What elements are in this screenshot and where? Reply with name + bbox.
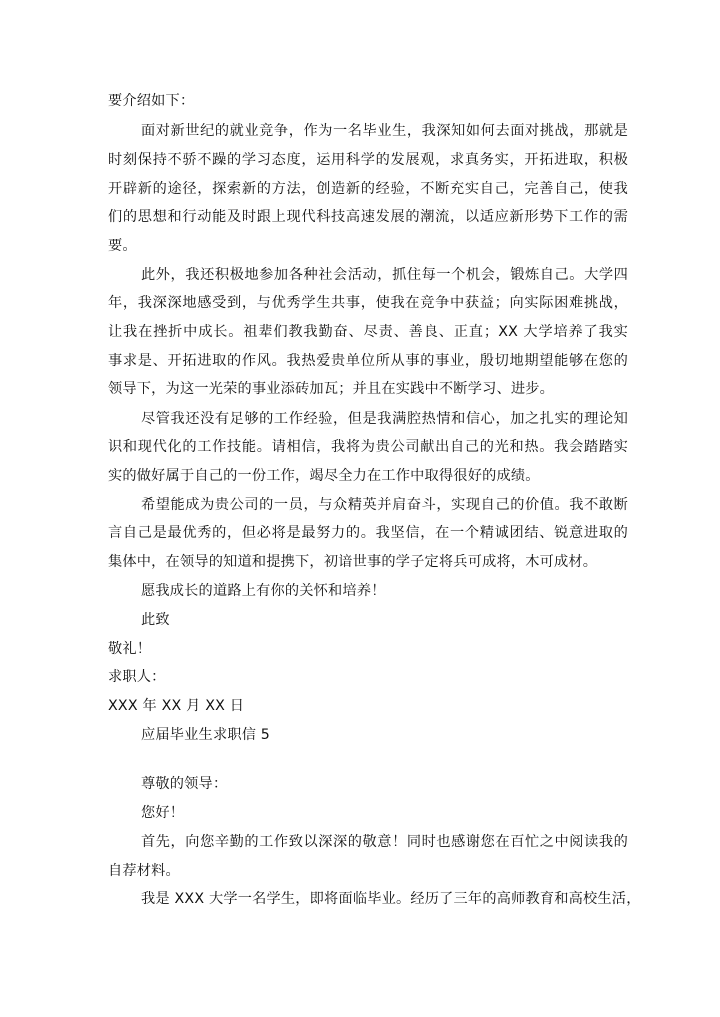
salutation: 您好！: [141, 805, 185, 821]
text-line: 要。: [108, 238, 137, 254]
signature-label: 求职人：: [108, 669, 166, 685]
text-line: 面对新世纪的就业竞争，作为一名毕业生，我深知如何去面对挑战，那就是: [141, 123, 628, 139]
text-line: 要介绍如下：: [108, 93, 195, 109]
text-line: 实的做好属于自己的一份工作，竭尽全力在工作中取得很好的成绩。: [108, 468, 540, 484]
text-line: 们的思想和行动能及时跟上现代科技高速发展的潮流，以适应新形势下工作的需: [108, 209, 628, 225]
date-line: XXX 年 XX 月 XX 日: [108, 698, 245, 714]
text-line: 年，我深深地感受到，与优秀学生共事，使我在竞争中获益；向实际困难挑战，: [108, 295, 628, 311]
text-line: 此外，我还积极地参加各种社会活动，抓住每一个机会，锻炼自己。大学四: [141, 267, 628, 283]
text-line: 事求是、开拓进取的作风。我热爱贵单位所从事的事业，殷切地期望能够在您的: [108, 353, 628, 369]
text-line: 集体中，在领导的知道和提携下，初谙世事的学子定将兵可成将，木可成材。: [108, 554, 598, 570]
text-line: 自荐材料。: [108, 863, 180, 879]
letter-title: 应届毕业生求职信 5: [141, 727, 271, 743]
text-line: 言自己是最优秀的，但必将是最努力的。我坚信，在一个精诚团结、锐意进取的: [108, 525, 628, 541]
greeting: 尊敬的领导：: [141, 776, 228, 792]
salute: 敬礼！: [108, 641, 152, 657]
text-line: 让我在挫折中成长。祖辈们教我勤奋、尽责、善良、正直；XX 大学培养了我实: [108, 324, 628, 340]
closing-phrase: 此致: [141, 612, 170, 628]
text-line: 希望能成为贵公司的一员，与众精英并肩奋斗，实现自己的价值。我不敢断: [141, 497, 628, 513]
text-line: 尽管我还没有足够的工作经验，但是我满腔热情和信心，加之扎实的理论知: [141, 411, 628, 427]
text-line: 领导下，为这一光荣的事业添砖加瓦；并且在实践中不断学习、进步。: [108, 381, 555, 397]
text-line: 识和现代化的工作技能。请相信，我将为贵公司献出自己的光和热。我会踏踏实: [108, 439, 628, 455]
text-line: 时刻保持不骄不躁的学习态度，运用科学的发展观，求真务实，开拓进取，积极: [108, 152, 628, 168]
text-line: 首先，向您辛勤的工作致以深深的敬意！同时也感谢您在百忙之中阅读我的: [141, 834, 628, 850]
text-line: 愿我成长的道路上有你的关怀和培养！: [141, 583, 386, 599]
text-line: 我是 XXX 大学一名学生，即将面临毕业。经历了三年的高师教育和高校生活，: [141, 891, 641, 907]
text-line: 开辟新的途径，探索新的方法，创造新的经验，不断充实自己，完善自己，使我: [108, 181, 628, 197]
